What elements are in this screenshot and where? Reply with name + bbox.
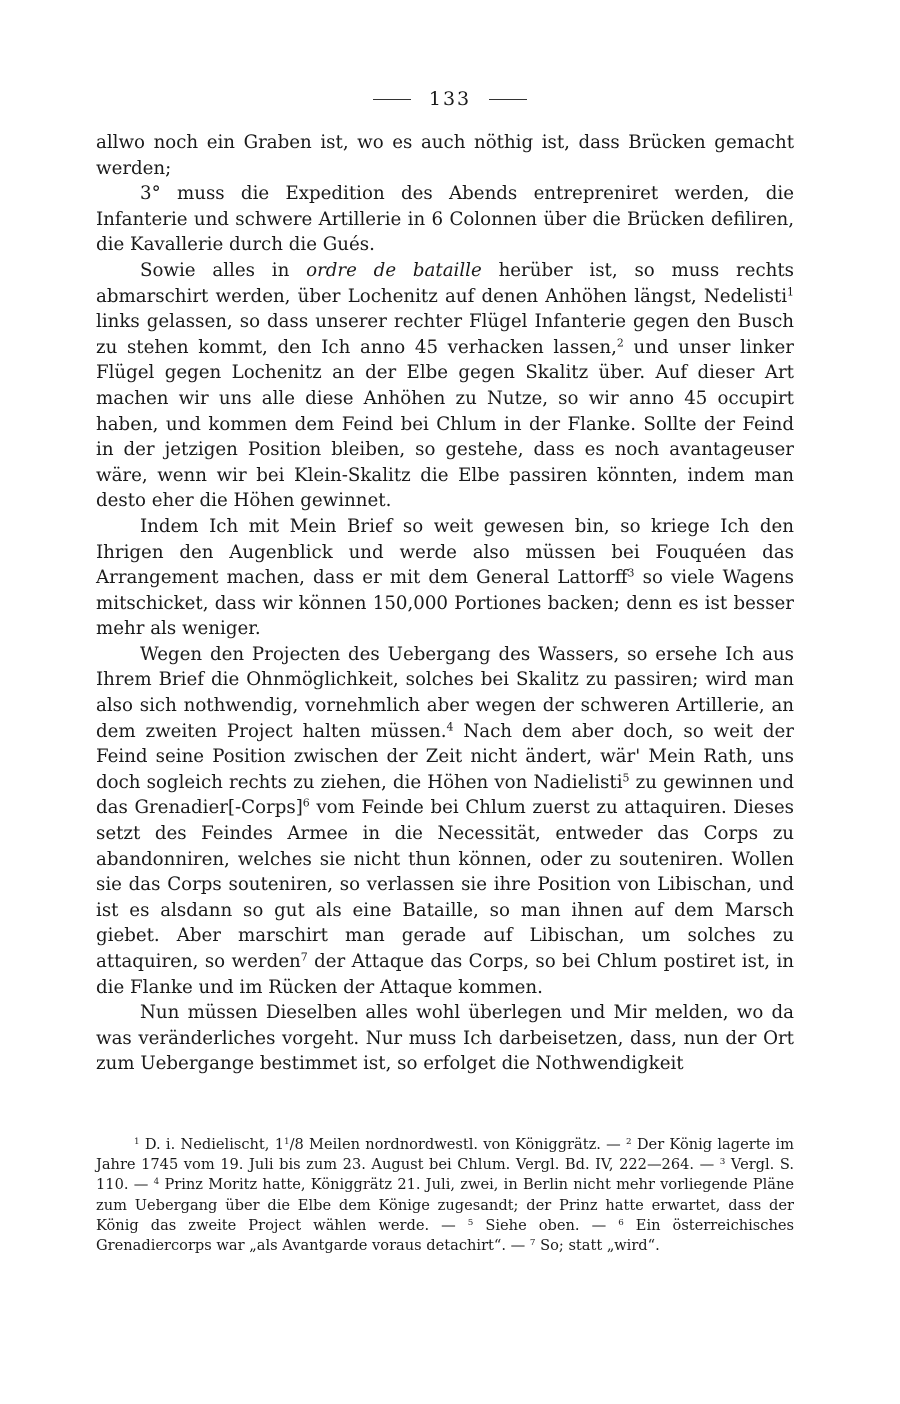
footnote-marker: 2 xyxy=(626,1136,632,1147)
main-text xyxy=(96,130,794,1077)
footnote-ref: 4 xyxy=(446,720,454,734)
footnote-marker: 5 xyxy=(467,1217,474,1228)
footnote-marker: 3 xyxy=(719,1156,726,1167)
text-run: zu gewinnen und das Grenadier[-Corps] xyxy=(96,771,794,819)
text-run: so viele Wagens mitschicket, dass wir können 150,000 Portiones backen; denn es ist besser mehr als weniger. xyxy=(96,567,794,640)
paragraph xyxy=(96,642,794,1000)
footnote-text: D. i. Nedielischt, 1 xyxy=(139,1136,284,1153)
paragraph xyxy=(96,514,794,642)
fraction-numerator: 1 xyxy=(283,1136,290,1147)
text-run: vom Feinde bei Chlum zuerst zu attaquiren. Dieses setzt des Feindes Armee in die Necessität, entweder das Corps zu abandonniren, welches sie nicht thun können, oder zu souteniren. Wollen sie das Corps souteniren, so verlassen sie ihre Position von Libischan, und ist es alsdann so gut als eine Bataille, so man ihnen auf dem Marsch giebet. Aber marschirt man gerade auf Libischan, um solches zu attaquiren, so werden xyxy=(96,797,794,972)
footnote-text: Siehe oben. — xyxy=(473,1216,619,1234)
footnote-text: Prinz Moritz hatte, Königgrätz 21. Juli, zwei, in Berlin nicht mehr vorliegende Pläne zum Uebergang über die Elbe dem Könige zugesandt; der Prinz hatte erwartet, dass der König das zweite Project wählen werde. — xyxy=(96,1176,794,1234)
footnote-ref: 7 xyxy=(300,950,308,964)
footnote-text: Meilen nordnordwestl. von Königgrätz. — xyxy=(303,1136,627,1153)
footnote-text: Der König lagerte im Jahre 1745 vom 19. Juli bis zum 23. August bei Chlum. Vergl. Bd. IV, 222—264. — xyxy=(96,1136,794,1174)
page-number: 133 xyxy=(428,88,472,110)
text-run: links gelassen, so dass unserer rechter Flügel Infanterie gegen den Busch zu stehen kommt, den Ich anno 45 verhacken lassen, xyxy=(96,311,794,358)
text-run: und unser linker Flügel gegen Lochenitz an der Elbe gegen Skalitz über. Auf dieser Art machen wir uns alle diese Anhöhen zu Nutze, so wir anno 45 occupirt haben, und kommen dem Feind bei Chlum in der Flanke. Sollte der Feind in der jetzigen Position bleiben, so gestehe, dass es noch avantageuser wäre, wenn wir bei Klein-Skalitz die Elbe passiren könnten, indem man desto eher die Höhen gewinnet. xyxy=(96,336,794,512)
text-run: Sowie alles in xyxy=(140,259,307,281)
italic-phrase: ordre de bataille xyxy=(306,259,482,281)
text-run: Indem Ich mit Mein Brief so weit gewesen bin, so kriege Ich den Ihrigen den Augenblick und werde also müssen bei Fouquéen das Arrangement machen, dass er mit dem General Lattorff xyxy=(96,515,794,589)
text-run: herüber ist, so muss rechts abmarschirt werden, über Lochenitz auf denen Anhöhen längst, Nedelisti xyxy=(96,259,794,307)
footnotes xyxy=(96,1135,794,1256)
footnote-marker: 4 xyxy=(153,1177,160,1188)
text-run: Wegen den Projecten des Uebergang des Wassers, so ersehe Ich aus Ihrem Brief die Ohnmöglichkeit, solches bei Skalitz zu passiren; wird man also sich nothwendig, vornehmlich aber wegen der schweren Artillerie, an dem zweiten Project halten müssen. xyxy=(96,643,794,742)
footnote-marker: 6 xyxy=(618,1217,624,1228)
paragraph: 3° muss die Expedition des Abends entrepreniret werden, die Infanterie und schwere Artillerie in 6 Colonnen über die Brücken defiliren, die Kavallerie durch die Gués. xyxy=(96,183,794,256)
header-rule-right xyxy=(489,99,527,100)
page-header xyxy=(0,88,900,110)
footnote-text: So; statt „wird“. xyxy=(535,1237,660,1255)
header-rule-left xyxy=(373,99,411,100)
footnote-marker: 1 xyxy=(134,1136,140,1147)
text-run: der Attaque das Corps, so bei Chlum postiret ist, in die Flanke und im Rücken der Attaque kommen. xyxy=(96,951,794,998)
footnote-text: Ein österreichisches Grenadiercorps war „als Avantgarde voraus detachirt“. — xyxy=(96,1216,794,1255)
footnote-ref: 5 xyxy=(622,771,630,785)
text-run: Nach dem aber doch, so weit der Feind seine Position zwischen der Zeit nicht ändert, wär' Mein Rath, uns doch sogleich rechts zu ziehen, die Höhen von Nadielisti xyxy=(96,720,794,793)
footnote-ref: 2 xyxy=(616,336,624,350)
footnote-text: Vergl. S. 110. — xyxy=(96,1156,794,1194)
footnote-marker: 7 xyxy=(529,1237,536,1248)
paragraph xyxy=(96,258,794,514)
paragraph: Nun müssen Dieselben alles wohl überlegen und Mir melden, wo da was veränderliches vorgeht. Nur muss Ich darbeisetzen, dass, nun der Ort zum Uebergange bestimmet ist, so erfolget die Nothwendigkeit xyxy=(96,1002,794,1075)
fraction-denominator: /8 xyxy=(289,1136,304,1153)
paragraph: allwo noch ein Graben ist, wo es auch nöthig ist, dass Brücken gemacht werden; xyxy=(96,132,794,179)
footnote-block xyxy=(96,1135,794,1256)
footnote-ref: 1 xyxy=(787,285,794,299)
footnote-ref: 6 xyxy=(302,796,310,810)
footnote-ref: 3 xyxy=(627,566,635,580)
